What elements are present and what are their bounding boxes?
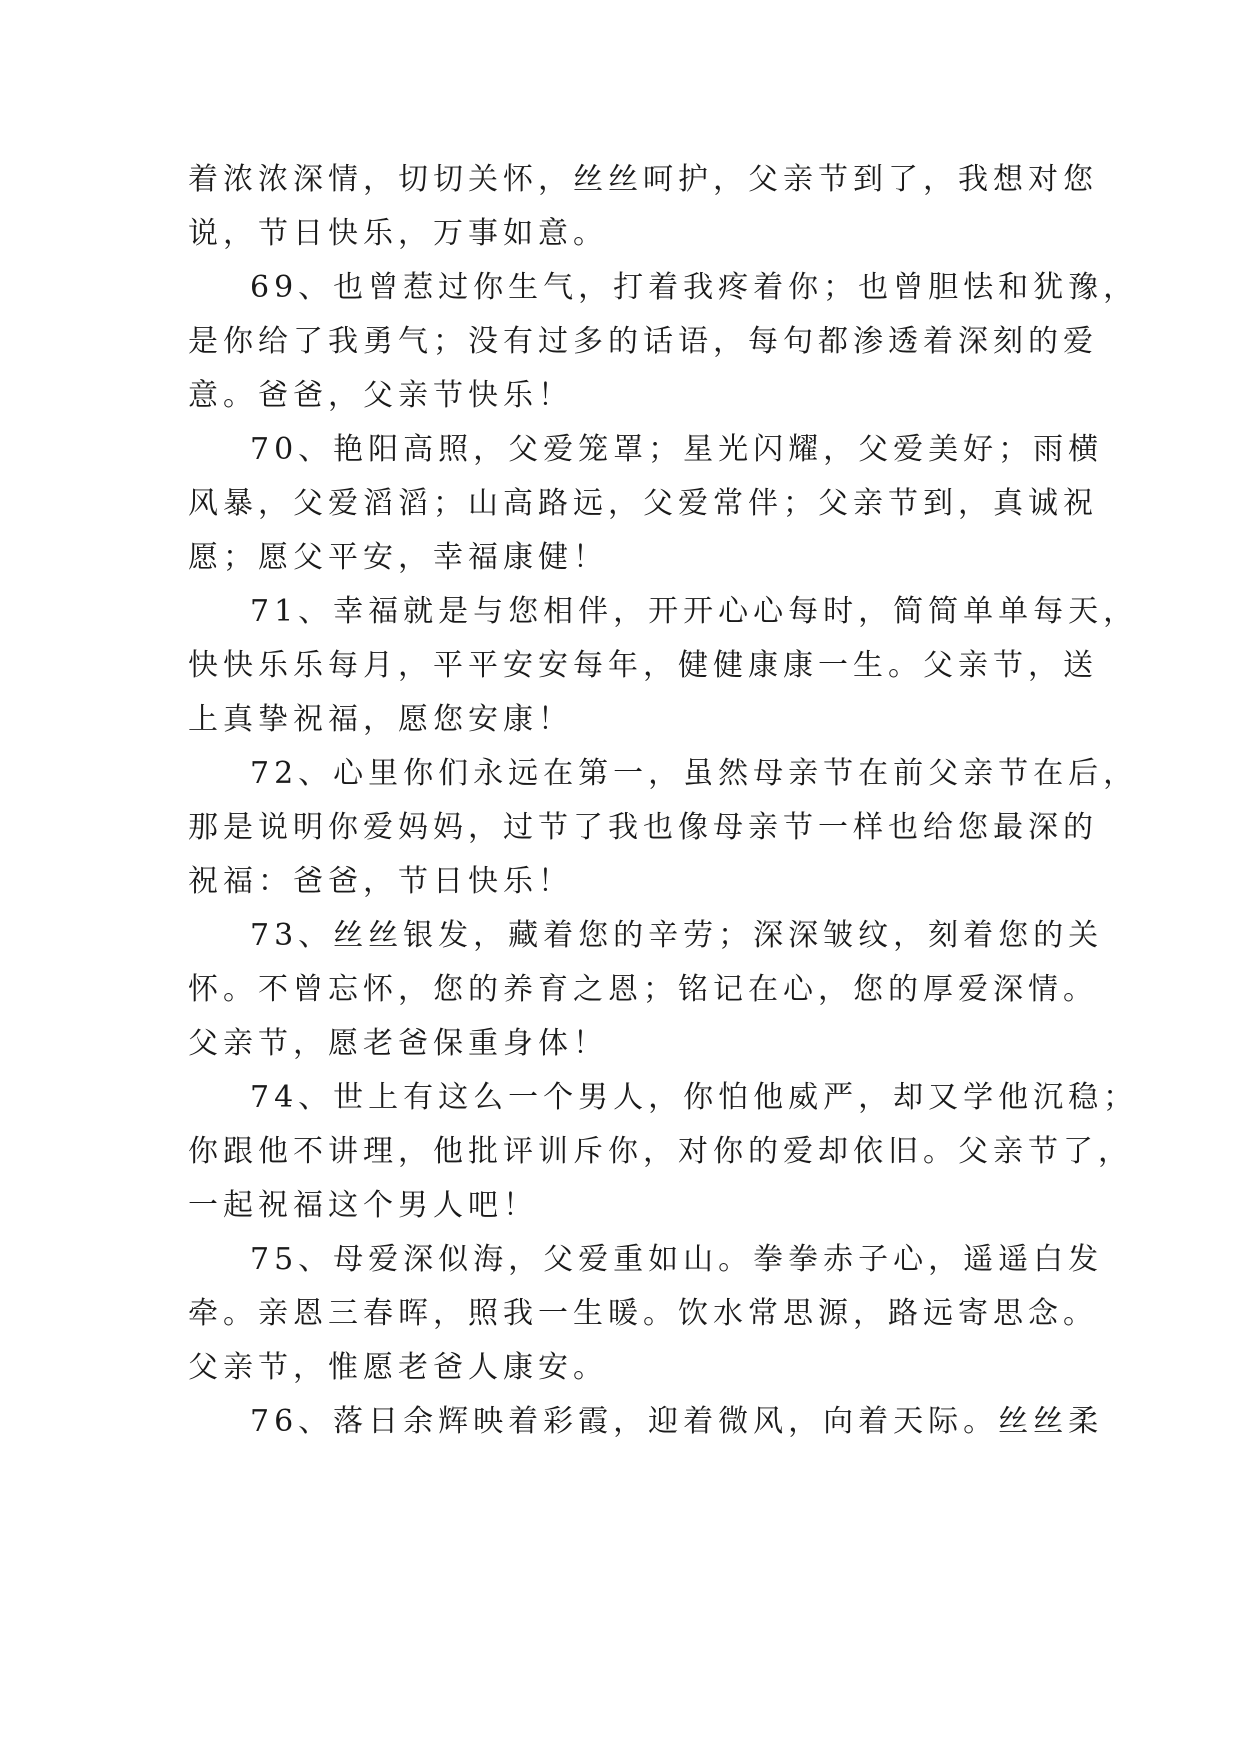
text-line: 上真挚祝福，愿您安康！ <box>188 702 573 737</box>
text-line: 你跟他不讲理，他批评训斥你，对你的爱却依旧。父亲节了， <box>188 1134 1133 1169</box>
paragraph-74-line: 74、世上有这么一个男人，你怕他威严，却又学他沉稳； <box>250 1080 1139 1115</box>
paragraph-71-line: 71、幸福就是与您相伴，开开心心每时，简简单单每天， <box>250 594 1139 629</box>
paragraph-73-line: 73、丝丝银发，藏着您的辛劳；深深皱纹，刻着您的关 <box>250 918 1104 953</box>
text-line: 父亲节，愿老爸保重身体！ <box>188 1026 608 1061</box>
text-line: 意。爸爸，父亲节快乐！ <box>188 378 573 413</box>
text-line: 着浓浓深情，切切关怀，丝丝呵护，父亲节到了，我想对您 <box>188 162 1098 197</box>
text-line: 是你给了我勇气；没有过多的话语，每句都渗透着深刻的爱 <box>188 324 1098 359</box>
text-line: 一起祝福这个男人吧！ <box>188 1188 538 1223</box>
text-line: 说，节日快乐，万事如意。 <box>188 216 608 251</box>
paragraph-70-line: 70、艳阳高照，父爱笼罩；星光闪耀，父爱美好；雨横 <box>250 432 1104 467</box>
text-line: 风暴，父爱滔滔；山高路远，父爱常伴；父亲节到，真诚祝 <box>188 486 1098 521</box>
text-line: 父亲节，惟愿老爸人康安。 <box>188 1350 608 1385</box>
paragraph-69-line: 69、也曾惹过你生气，打着我疼着你；也曾胆怯和犹豫， <box>250 270 1139 305</box>
text-line: 愿；愿父平安，幸福康健！ <box>188 540 608 575</box>
paragraph-75-line: 75、母爱深似海，父爱重如山。拳拳赤子心，遥遥白发 <box>250 1242 1104 1277</box>
text-line: 怀。不曾忘怀，您的养育之恩；铭记在心，您的厚爱深情。 <box>188 972 1098 1007</box>
text-line: 那是说明你爱妈妈，过节了我也像母亲节一样也给您最深的 <box>188 810 1098 845</box>
text-line: 快快乐乐每月，平平安安每年，健健康康一生。父亲节，送 <box>188 648 1098 683</box>
text-line: 祝福：爸爸，节日快乐！ <box>188 864 573 899</box>
text-line: 牵。亲恩三春晖，照我一生暖。饮水常思源，路远寄思念。 <box>188 1296 1098 1331</box>
paragraph-76-line: 76、落日余辉映着彩霞，迎着微风，向着天际。丝丝柔 <box>250 1404 1104 1439</box>
paragraph-72-line: 72、心里你们永远在第一，虽然母亲节在前父亲节在后， <box>250 756 1139 791</box>
